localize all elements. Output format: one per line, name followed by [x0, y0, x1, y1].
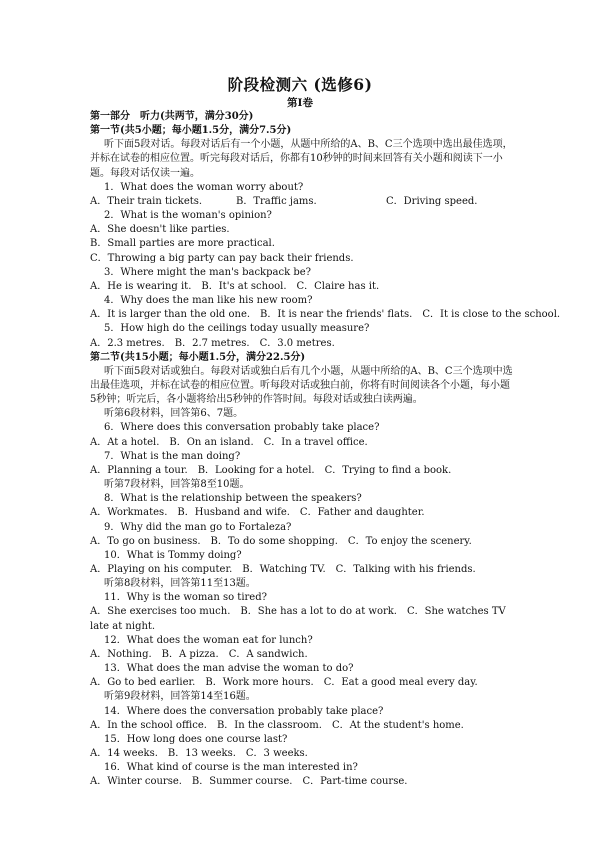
section2-instructions: 听下面5段对话或独白。每段对话或独白后有几个小题，从题中所给的A、B、C三个选项中选出最佳选项，并标在试卷的相应位置。听每段对话或独白前，你将有时间阅读各个小题，每小题5秒钟；听完后，各小题将给出5秒钟的作答时间。每段对话或独白读两遍。 — [90, 365, 513, 406]
question-6: 6．Where does this conversation probably take place? — [104, 422, 380, 434]
question-8: 8．What is the relationship between the speakers? — [104, 493, 362, 505]
options-4: A．It is larger than the old one. B．It is near the friends' flats. C．It is close to the school. — [90, 309, 561, 321]
question-7: 7．What is the man doing? — [104, 450, 241, 462]
page-title: 阶段检测六 (选修6) — [227, 75, 373, 94]
option-c: C．Driving speed. — [386, 195, 478, 207]
options-5: A．2.3 metres. B．2.7 metres. C．3.0 metres. — [90, 337, 335, 349]
options-14: A．In the school office. B．In the classroom. C．At the student's home. — [90, 719, 464, 731]
question-13: 13．What does the man advise the woman to do? — [104, 663, 354, 675]
options-16: A．Winter course. B．Summer course. C．Part-time course. — [90, 776, 408, 788]
option-a: A．Their train tickets. — [90, 195, 203, 207]
options-15: A．14 weeks. B．13 weeks. C．3 weeks. — [90, 748, 308, 760]
material-9-note: 听第9段材料，回答第14至16题。 — [104, 691, 256, 703]
options-10: A．Playing on his computer. B．Watching TV. C．Talking with his friends. — [90, 564, 476, 575]
question-14: 14．Where does the conversation probably take place? — [104, 705, 384, 717]
options-7: A．Planning a tour. B．Looking for a hotel. C．Trying to find a book. — [90, 464, 452, 476]
options-12: A．Nothing. B．A pizza. C．A sandwich. — [90, 648, 308, 660]
option-2c: C．Throwing a big party can pay back their friends. — [90, 252, 354, 264]
question-10: 10．What is Tommy doing? — [104, 549, 242, 561]
part-header: 第一部分 听力(共两节，满分30分) — [90, 111, 254, 122]
options-9: A．To go on business. B．To do some shopping. C．To enjoy the scenery. — [90, 535, 472, 547]
question-3: 3．Where might the man's backpack be? — [104, 266, 312, 278]
exam-body — [90, 110, 561, 790]
options-1 — [90, 195, 514, 209]
question-12: 12．What does the woman eat for lunch? — [104, 634, 313, 646]
material-8-note: 听第8段材料，回答第11至13题。 — [104, 578, 256, 590]
options-13: A．Go to bed earlier. B．Work more hours. C．Eat a good meal every day. — [90, 677, 478, 689]
options-11: A．She exercises too much. B．She has a lot to do at work. C．She watches TV late at night. — [90, 606, 506, 632]
option-2b: B．Small parties are more practical. — [90, 238, 275, 250]
option-2a: A．She doesn't like parties. — [90, 224, 230, 236]
options-8: A．Workmates. B．Husband and wife. C．Father and daughter. — [90, 507, 425, 519]
section2-header: 第二节(共15小题；每小题1.5分，满分22.5分) — [90, 351, 306, 363]
options-6: A．At a hotel. B．On an island. C．In a travel office. — [90, 436, 368, 448]
question-2: 2．What is the woman's opinion? — [104, 210, 272, 222]
section-label: 第Ⅰ卷 — [287, 97, 313, 109]
question-15: 15．How long does one course last? — [104, 733, 288, 745]
question-11: 11．Why is the woman so tired? — [104, 592, 267, 604]
option-b: B．Traffic jams. — [236, 195, 317, 207]
question-5: 5．How high do the ceilings today usually measure? — [104, 323, 370, 335]
question-1: 1．What does the woman worry about? — [104, 181, 304, 193]
section1-header: 第一节(共5小题；每小题1.5分，满分7.5分) — [90, 125, 292, 137]
question-16: 16．What kind of course is the man interested in? — [104, 762, 358, 774]
material-7-note: 听第7段材料，回答第8至10题。 — [104, 479, 250, 491]
section1-instructions: 听下面5段对话。每段对话后有一个小题，从题中所给的A、B、C三个选项中选出最佳选项，并标在试卷的相应位置。听完每段对话后，你都有10秒钟的时间来回答有关小题和阅读下一小题。每段对话仅读一遍。 — [90, 139, 513, 179]
question-4: 4．Why does the man like his new room? — [104, 295, 313, 307]
question-9: 9．Why did the man go to Fortaleza? — [104, 521, 292, 533]
options-3: A．He is wearing it. B．It's at school. C．Claire has it. — [90, 280, 380, 292]
material-6-note: 听第6段材料，回答第6、7题。 — [104, 408, 244, 420]
